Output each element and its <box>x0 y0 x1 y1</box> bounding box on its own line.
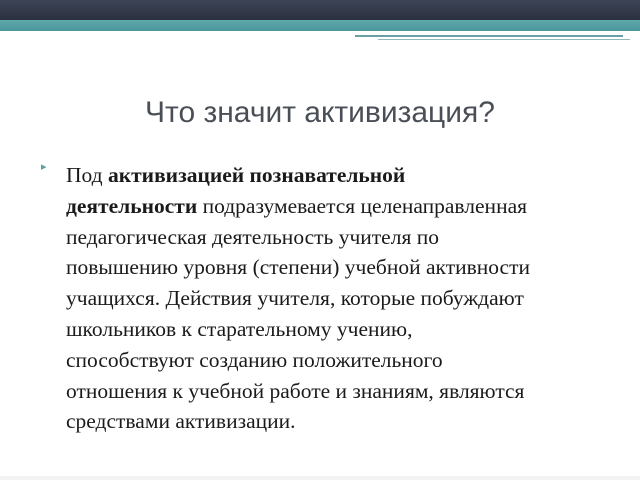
bold-term: активизацией познавательной <box>107 163 406 187</box>
bold-term: деятельности <box>66 193 198 218</box>
text-run: педагогическая деятельность учителя по <box>66 224 439 249</box>
header-band-teal <box>0 20 640 31</box>
text-line <box>66 191 626 222</box>
text-run: учащихся. Действия учителя, которые побуждают <box>66 286 524 311</box>
text-line <box>66 314 626 345</box>
slide-title: Что значит активизация? <box>145 96 495 129</box>
text-run: повышению уровня (степени) учебной активности <box>66 255 530 280</box>
text-line <box>66 283 626 314</box>
bullet-icon: ▸ <box>41 160 47 173</box>
bottom-edge <box>0 476 640 480</box>
text-line <box>66 160 626 191</box>
text-run: школьников к старательному учению, <box>66 316 413 341</box>
text-run: средствами активизации. <box>66 409 296 434</box>
decorative-rule <box>378 39 630 40</box>
text-line <box>66 222 626 253</box>
text-run: Под <box>66 163 108 187</box>
text-run: отношения к учебной работе и знаниям, являются <box>66 378 525 403</box>
text-line <box>66 376 626 407</box>
bullet-text <box>66 160 626 437</box>
text-line <box>66 345 626 376</box>
text-run: способствуют созданию положительного <box>66 347 443 372</box>
decorative-rule <box>355 35 623 37</box>
text-run: подразумевается целенаправленная <box>197 193 528 218</box>
header-band-dark <box>0 0 640 20</box>
text-line <box>66 252 626 283</box>
text-line <box>66 406 626 437</box>
